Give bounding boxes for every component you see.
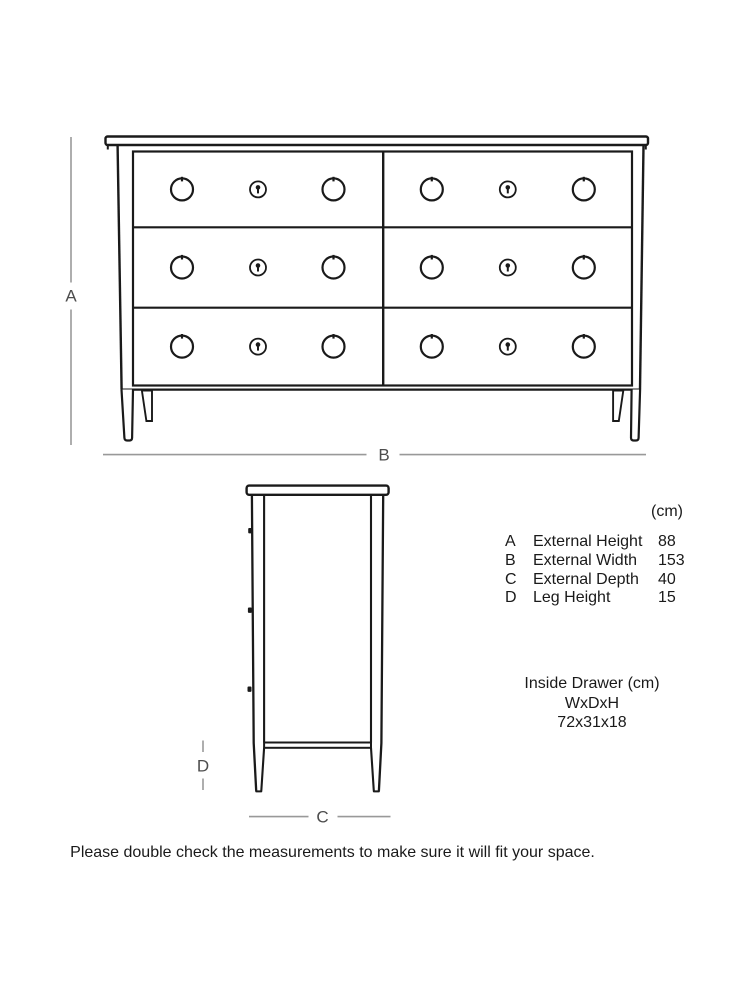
measurement-label: Leg Height — [533, 589, 611, 607]
ring-pull-icon — [323, 255, 345, 279]
measurement-row — [505, 533, 685, 552]
side-back-edge — [379, 495, 383, 791]
front-left-leg — [122, 390, 134, 441]
measurement-row — [505, 589, 685, 608]
measurement-value: 88 — [658, 533, 676, 550]
left-side-panel — [118, 146, 122, 390]
measurement-key: A — [505, 533, 516, 550]
measurements-table — [505, 533, 685, 608]
measurement-key: C — [505, 570, 517, 588]
drawer-bottom-left — [171, 334, 345, 358]
ring-pull-icon — [171, 334, 193, 358]
ring-pull-icon — [323, 334, 345, 358]
drawer-middle-left — [171, 255, 345, 279]
ring-pull-icon — [573, 177, 595, 201]
drawer-top-right — [421, 177, 595, 201]
dimension-label-b: B — [378, 445, 390, 464]
ring-pull-icon — [573, 334, 595, 358]
measurement-value: 153 — [658, 551, 685, 569]
keyhole-icon — [250, 339, 266, 355]
dresser-side-view — [247, 486, 389, 792]
measurement-key: D — [505, 589, 517, 607]
front-right-leg — [631, 390, 640, 441]
inside-drawer-value: 72x31x18 — [557, 714, 627, 731]
ring-pull-icon — [323, 177, 345, 201]
ring-pull-icon — [421, 255, 443, 279]
back-left-leg — [142, 391, 152, 421]
measurement-key: B — [505, 551, 516, 569]
top-surface — [106, 137, 649, 146]
drawer-bottom-right — [421, 334, 595, 358]
side-top-surface — [247, 486, 389, 495]
drawer-top-left — [171, 177, 345, 201]
dresser-front-view — [106, 137, 649, 441]
measurement-label: External Width — [533, 551, 638, 569]
ring-pull-icon — [171, 255, 193, 279]
keyhole-icon — [500, 339, 516, 355]
measurement-row — [505, 571, 685, 590]
bottom-rail — [264, 743, 371, 748]
dimension-label-d: D — [196, 756, 210, 775]
measurement-value: 15 — [658, 589, 676, 607]
keyhole-icon — [500, 260, 516, 276]
ring-pull-icon — [573, 255, 595, 279]
drawer-runner-peg — [248, 687, 252, 692]
ring-pull-icon — [421, 177, 443, 201]
back-right-leg — [613, 391, 623, 421]
drawer-middle-right — [421, 255, 595, 279]
inside-drawer-info — [492, 674, 692, 733]
side-front-edge — [252, 495, 256, 791]
inside-drawer-dimension-order: WxDxH — [564, 694, 620, 712]
measurement-value: 40 — [658, 570, 676, 588]
inside-drawer-title: Inside Drawer (cm) — [524, 675, 660, 692]
dimension-label-a: A — [65, 286, 77, 306]
dimension-label-c: C — [316, 807, 329, 826]
keyhole-icon — [250, 260, 266, 276]
right-side-panel — [640, 146, 644, 390]
drawer-runner-peg — [248, 528, 252, 533]
keyhole-icon — [500, 181, 516, 197]
drawer-runner-peg — [248, 608, 252, 613]
units-header: (cm) — [651, 503, 683, 520]
measurement-disclaimer: Please double check the measurements to make sure it will fit your space. — [70, 844, 595, 861]
keyhole-icon — [250, 181, 266, 197]
ring-pull-icon — [421, 334, 443, 358]
measurement-label: External Depth — [533, 570, 639, 588]
measurement-row — [505, 552, 685, 571]
ring-pull-icon — [171, 177, 193, 201]
measurement-label: External Height — [533, 533, 643, 550]
